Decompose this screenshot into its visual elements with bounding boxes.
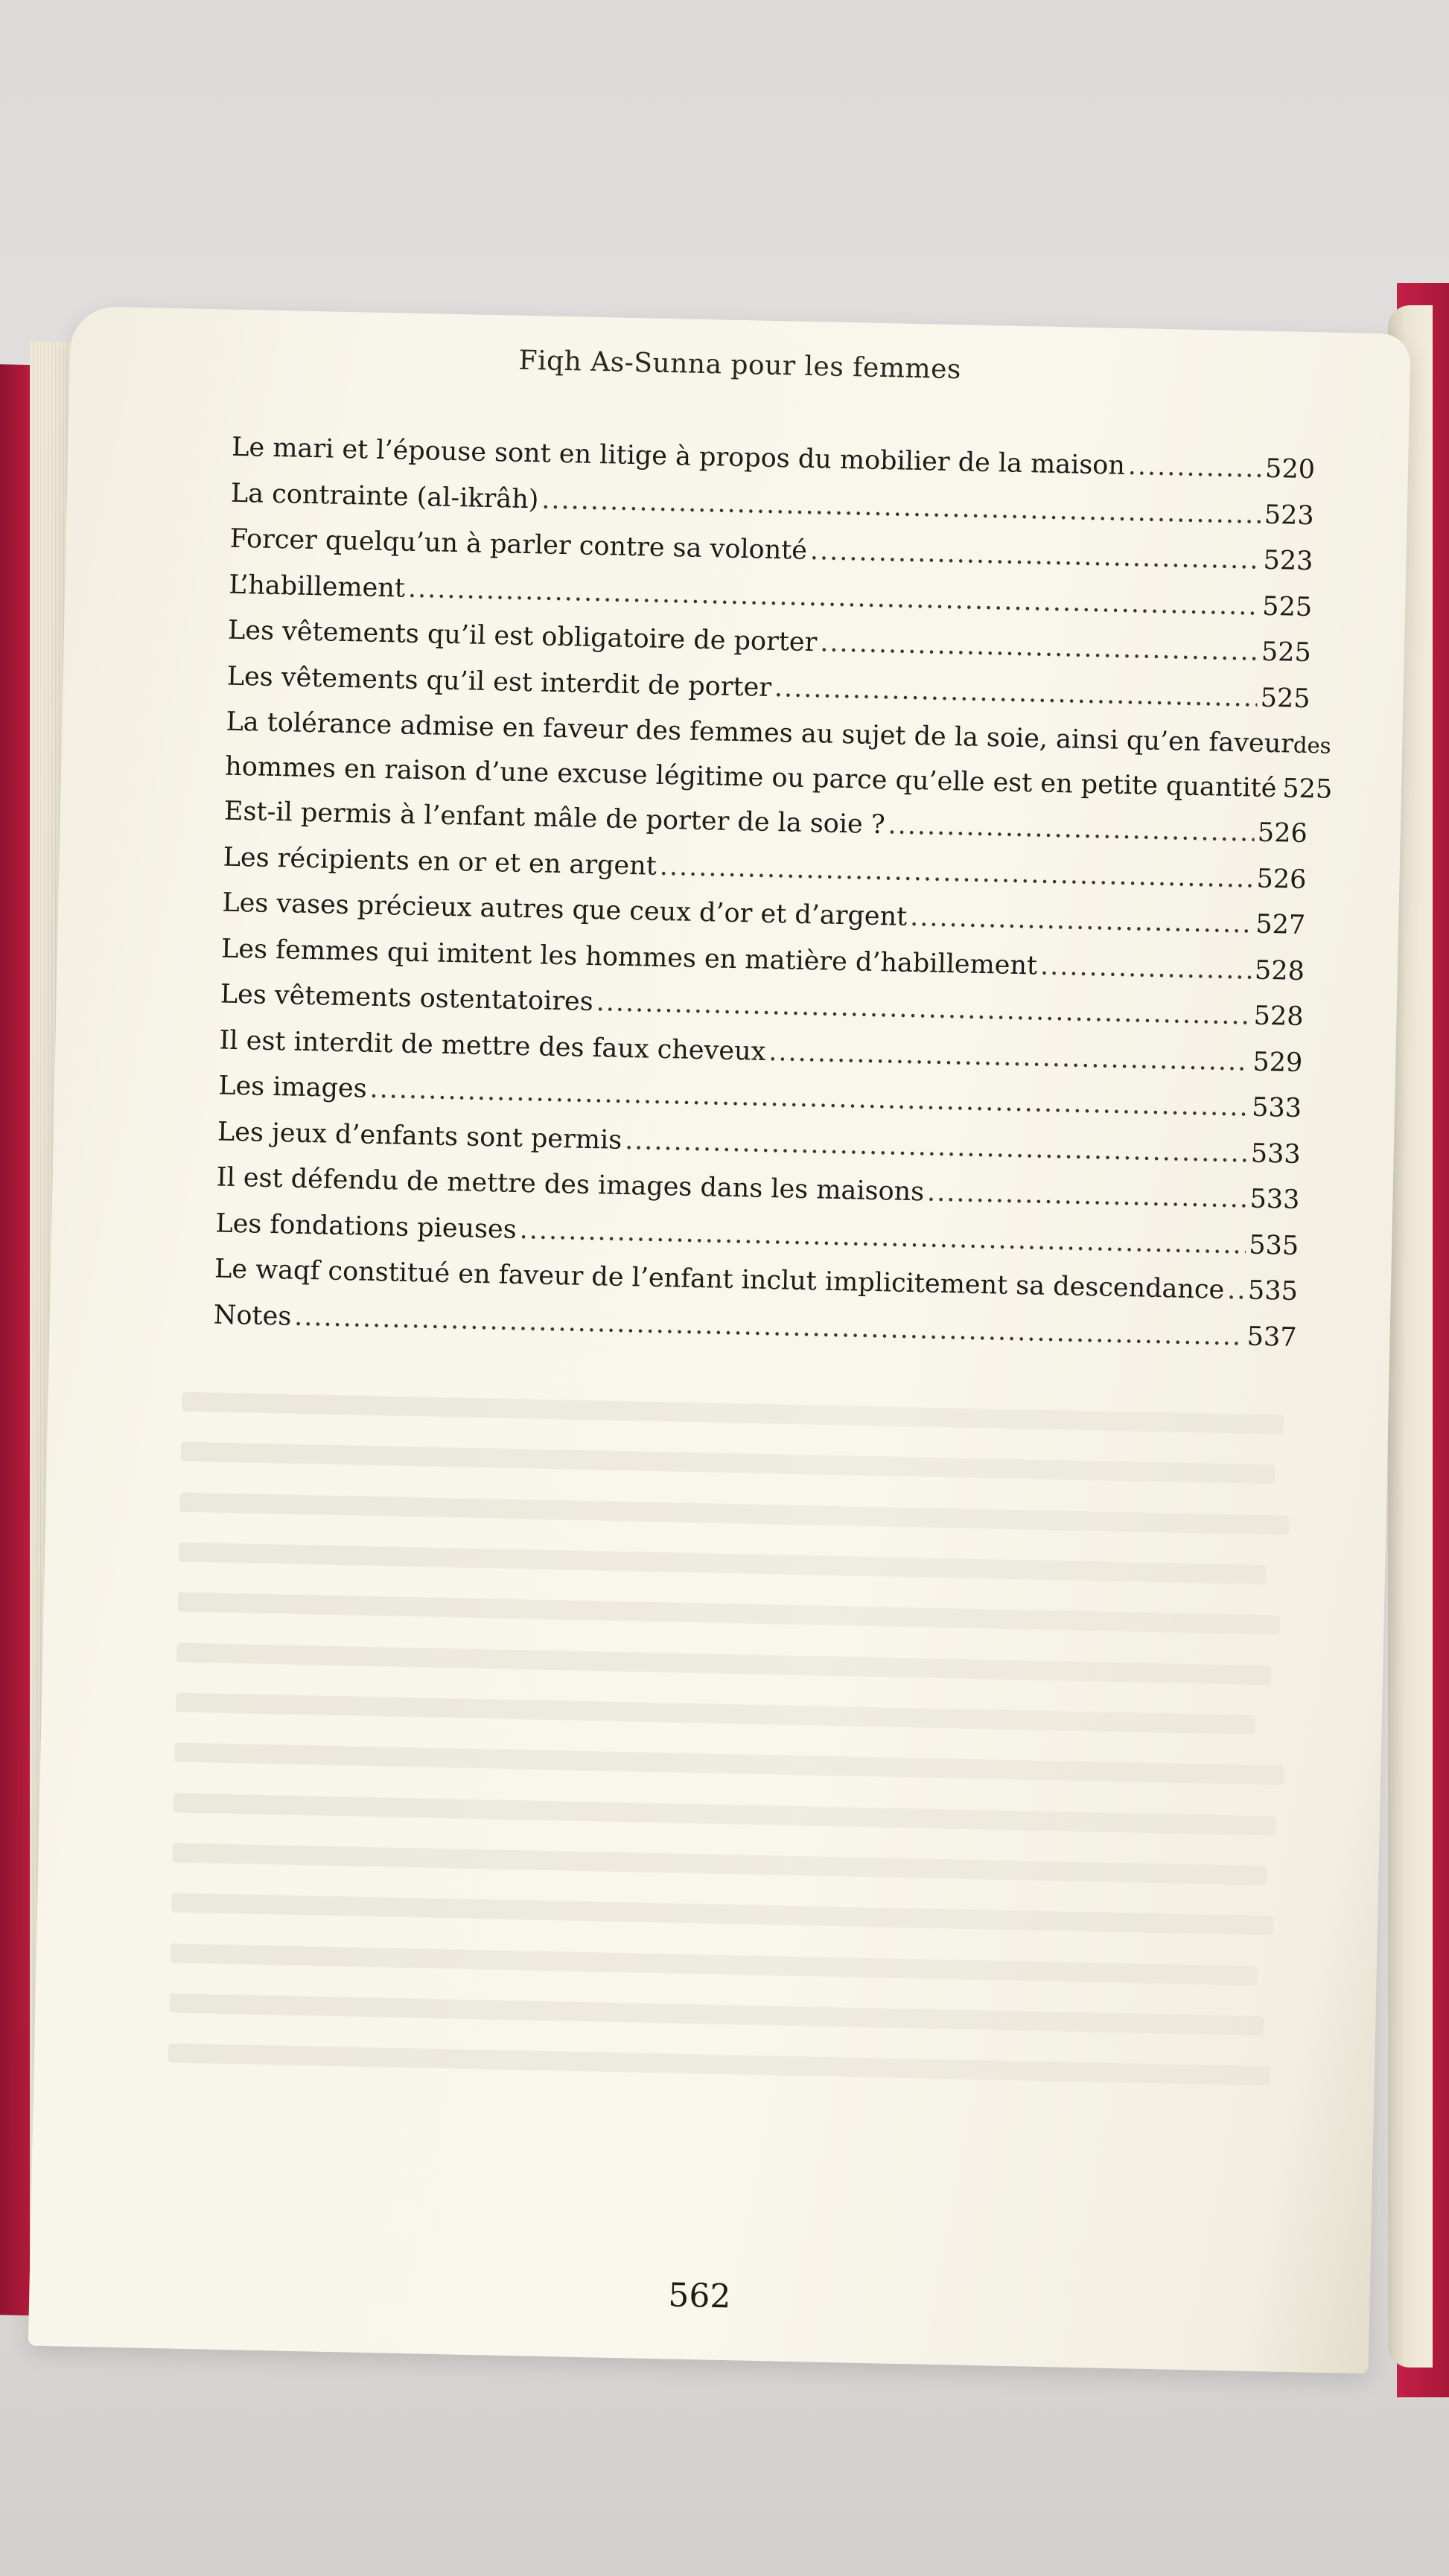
toc-entry-page: 525 (1260, 683, 1311, 714)
bleed-through-line (176, 1693, 1255, 1735)
bleed-through-line (182, 1392, 1284, 1435)
bleed-through-line (179, 1543, 1266, 1585)
toc-entry-title: Le waqf constitué en faveur de l’enfant inclut implicitement sa descendance (214, 1254, 1225, 1305)
toc-entry-title-line1: La tolérance admise en faveur des femmes au sujet de la soie, ainsi qu’en faveur (226, 707, 1294, 759)
toc-leader-dots (1279, 774, 1280, 803)
toc-entry-title: L’habillement (228, 570, 406, 604)
toc-entry-title: Est-il permis à l’enfant mâle de porter de la soie ? (223, 796, 886, 841)
toc-leader-dots (927, 1177, 1247, 1214)
book-page (28, 306, 1411, 2373)
bleed-through-line (168, 2043, 1270, 2085)
toc-entry-title: Les vases précieux autres que ceux d’or et d’argent (222, 887, 908, 932)
toc-entry-page: 527 (1255, 909, 1306, 941)
toc-entry-title: Notes (213, 1299, 292, 1332)
toc-entry-page: 528 (1253, 1001, 1304, 1033)
bleed-through-line (171, 1943, 1258, 1986)
toc-entry-page: 525 (1261, 591, 1313, 622)
bleed-through-line (173, 1793, 1276, 1835)
running-header: Fiqh As-Sunna pour les femmes (518, 345, 962, 386)
toc-entry-page: 523 (1263, 545, 1313, 577)
toc-entry-page: 537 (1246, 1322, 1297, 1353)
toc-entry-title: Les fondations pieuses (215, 1208, 518, 1245)
toc-entry-title: La contrainte (al-ikrâh) (230, 478, 539, 514)
toc-entry-page: 533 (1250, 1138, 1302, 1170)
bleed-through-line (169, 1993, 1264, 2035)
page-number: 562 (667, 2276, 731, 2316)
toc-entry-page: 525 (1261, 637, 1312, 669)
toc-entry-title: Les vêtements ostentatoires (220, 979, 594, 1018)
toc-entry-page: 526 (1256, 864, 1307, 895)
bleed-through-line (171, 1893, 1273, 1935)
toc-entry-title-line2: hommes en raison d’une excuse légitime ou parce qu’elle est en petite quantité (224, 751, 1277, 804)
toc-leader-dots (1040, 951, 1252, 985)
toc-entry-page: 523 (1264, 500, 1315, 531)
toc-entry-title-line1-tail: des (1293, 732, 1331, 759)
toc-entry-title: Les récipients en or et en argent (223, 842, 657, 881)
toc-entry-page: 529 (1252, 1047, 1303, 1078)
toc-entry-title: Les vêtements qu’il est obligatoire de porter (227, 615, 818, 658)
toc-entry-page: 533 (1251, 1092, 1302, 1123)
bleed-through-line (178, 1593, 1280, 1635)
bleed-through-line (179, 1493, 1289, 1535)
toc-entry-title: Il est défendu de mettre des images dans les maisons (216, 1162, 925, 1208)
toc-leader-dots (1127, 451, 1262, 484)
toc-entry-title: Les images (217, 1071, 368, 1104)
toc-entry-page: 533 (1249, 1184, 1300, 1215)
bleed-through-line (176, 1643, 1271, 1686)
bleed-through-line (181, 1442, 1276, 1485)
toc-entry-page: 535 (1247, 1275, 1299, 1307)
bleed-through-line (174, 1742, 1284, 1785)
toc-entry-title: Le mari et l’épouse sont en litige à propos du mobilier de la maison (231, 432, 1126, 481)
toc-leader-dots (910, 902, 1253, 940)
toc-entry-title: Les jeux d’enfants sont permis (217, 1117, 622, 1155)
toc-entry-page: 528 (1254, 955, 1305, 986)
bleed-through-line (172, 1843, 1267, 1885)
toc-entry-title: Il est interdit de mettre des faux cheveux (219, 1025, 766, 1067)
toc-entry-title: Forcer quelqu’un à parler contre sa volonté (229, 523, 808, 566)
toc-entry-page: 535 (1248, 1230, 1299, 1261)
table-of-contents (213, 432, 1333, 1368)
toc-entry-page: 520 (1264, 453, 1316, 485)
toc-entry-title: Les vêtements qu’il est interdit de porter (226, 661, 772, 703)
toc-entry-page: 525 (1281, 774, 1333, 805)
toc-entry-title: Les femmes qui imitent les hommes en matière d’habillement (220, 934, 1038, 981)
toc-leader-dots (1227, 1275, 1246, 1305)
toc-entry-page: 526 (1257, 817, 1308, 849)
